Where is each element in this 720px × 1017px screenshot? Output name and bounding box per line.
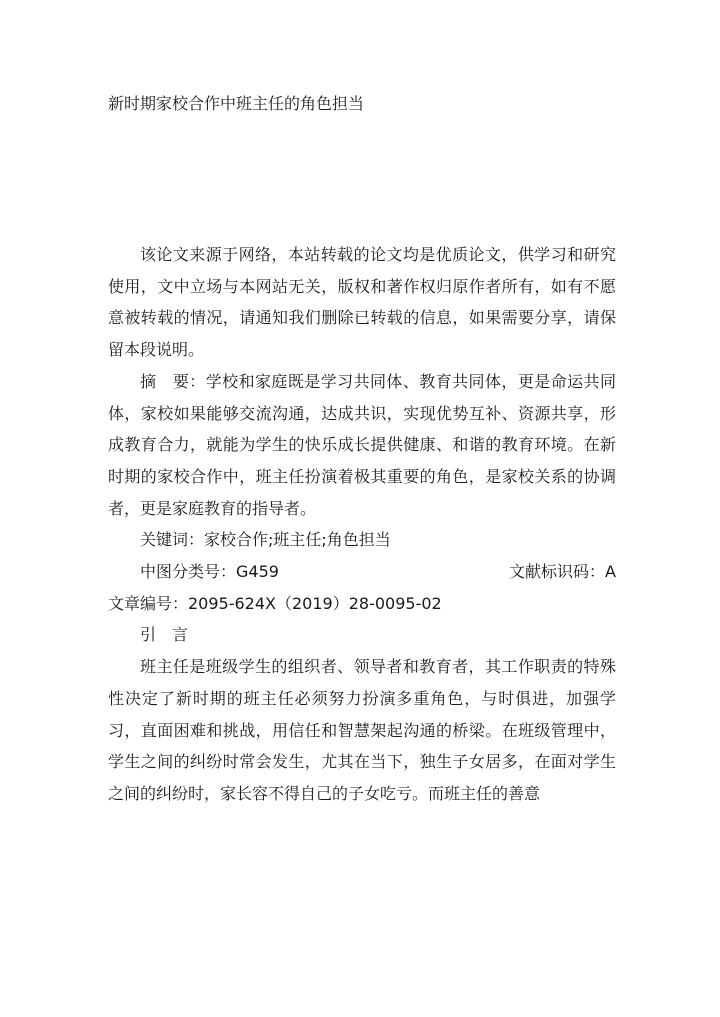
article-number: 文章编号：2095-624X（2019）28-0095-02 xyxy=(108,593,442,613)
intro-paragraph: 班主任是班级学生的组织者、领导者和教育者，其工作职责的特殊性决定了新时期的班主任必须努力扮演多重角色，与时俱进，加强学习，直面困难和挑战，用信任和智慧架起沟通的桥梁。在班级管理中，学生之间的纠纷时常会发生，尤其在当下，独生子女居多，在面对学生之间的纠纷时，家长容不得自己的子女吃亏。而班主任的善意 xyxy=(108,657,616,803)
keywords-line: 关键词：家校合作;班主任;角色担当 xyxy=(140,530,391,550)
classification-row xyxy=(108,556,616,588)
document-body xyxy=(108,239,616,810)
disclaimer-paragraph: 该论文来源于网络，本站转载的论文均是优质论文，供学习和研究使用，文中立场与本网站无关，版权和著作权归原作者所有，如有不愿意被转载的情况，请通知我们删除已转载的信息，如果需要分享，请保留本段说明。 xyxy=(108,245,616,360)
abstract-paragraph: 摘 要：学校和家庭既是学习共同体、教育共同体，更是命运共同体，家校如果能够交流沟通，达成共识，实现优势互补、资源共享，形成教育合力，就能为学生的快乐成长提供健康、和谐的教育环境。在新时期的家校合作中，班主任扮演着极其重要的角色，是家校关系的协调者，更是家庭教育的指导者。 xyxy=(108,371,616,518)
intro-heading: 引 言 xyxy=(140,625,189,645)
document-code: 文献标识码：A xyxy=(509,562,616,582)
document-title: 新时期家校合作中班主任的角色担当 xyxy=(108,94,365,113)
clc-number: 中图分类号：G459 xyxy=(140,562,279,582)
